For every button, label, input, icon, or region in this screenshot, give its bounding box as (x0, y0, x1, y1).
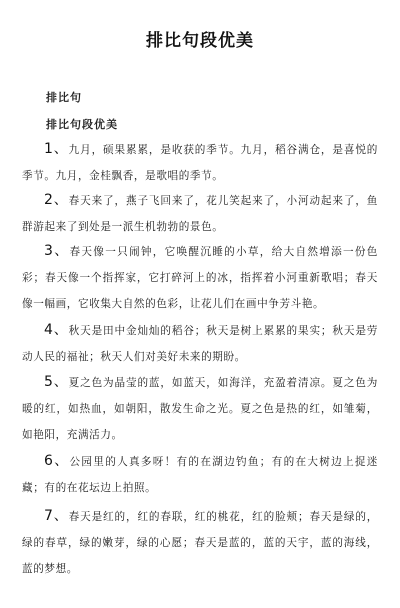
paragraph-text: 春天像一只闹钟，它唤醒沉睡的小草，给大自然增添一份色彩；春天像一个指挥家，它打碎河上的冰，指挥着小河重新歌唱；春天像一幅画，它收集大自然的色彩，让花儿们在画中争芳斗艳。 (22, 246, 378, 310)
paragraph-6 (22, 448, 378, 501)
paragraph-text: 秋天是田中金灿灿的稻谷；秋天是树上累累的果实；秋天是劳动人民的福祉；秋天人们对美好未来的期盼。 (22, 325, 378, 363)
page-title: 排比句段优美 (146, 31, 254, 51)
paragraph-text: 公园里的人真多呀！有的在湖边钓鱼；有的在大树边上捉迷藏；有的在花坛边上拍照。 (22, 456, 378, 494)
section-heading: 排比句 (46, 91, 82, 104)
paragraph-number: 6、 (44, 453, 70, 469)
paragraph-number: 7、 (44, 508, 69, 524)
paragraph-number: 4、 (44, 322, 69, 338)
paragraph-text: 九月，硕果累累，是收获的季节。九月，稻谷满仓，是喜悦的季节。九月，金桂飘香，是歌唱的季节。 (22, 144, 378, 182)
paragraph-text: 春天是红的，红的春联，红的桃花，红的脸颊；春天是绿的，绿的春草，绿的嫩芽，绿的心愿；春天是蓝的，蓝的天宇，蓝的海线，蓝的梦想。 (22, 511, 378, 575)
paragraph-number: 1、 (44, 141, 69, 157)
paragraph-number: 2、 (44, 192, 69, 208)
section-subheading: 排比句段优美 (46, 118, 118, 131)
paragraph-3 (22, 238, 378, 317)
paragraph-2 (22, 187, 378, 240)
paragraph-number: 5、 (44, 374, 69, 390)
paragraph-text: 春天来了，燕子飞回来了，花儿笑起来了，小河动起来了，鱼群游起来了到处是一派生机勃勃的景色。 (22, 195, 378, 233)
paragraph-4 (22, 317, 378, 370)
paragraph-7 (22, 503, 378, 582)
paragraph-1 (22, 136, 378, 189)
paragraph-number: 3、 (44, 243, 70, 259)
paragraph-5 (22, 369, 378, 448)
paragraph-text: 夏之色为晶莹的蓝，如蓝天，如海洋，充盈着清凉。夏之色为暖的红，如热血，如朝阳，散发生命之光。夏之色是热的红，如雏菊，如艳阳，充满活力。 (22, 377, 378, 441)
